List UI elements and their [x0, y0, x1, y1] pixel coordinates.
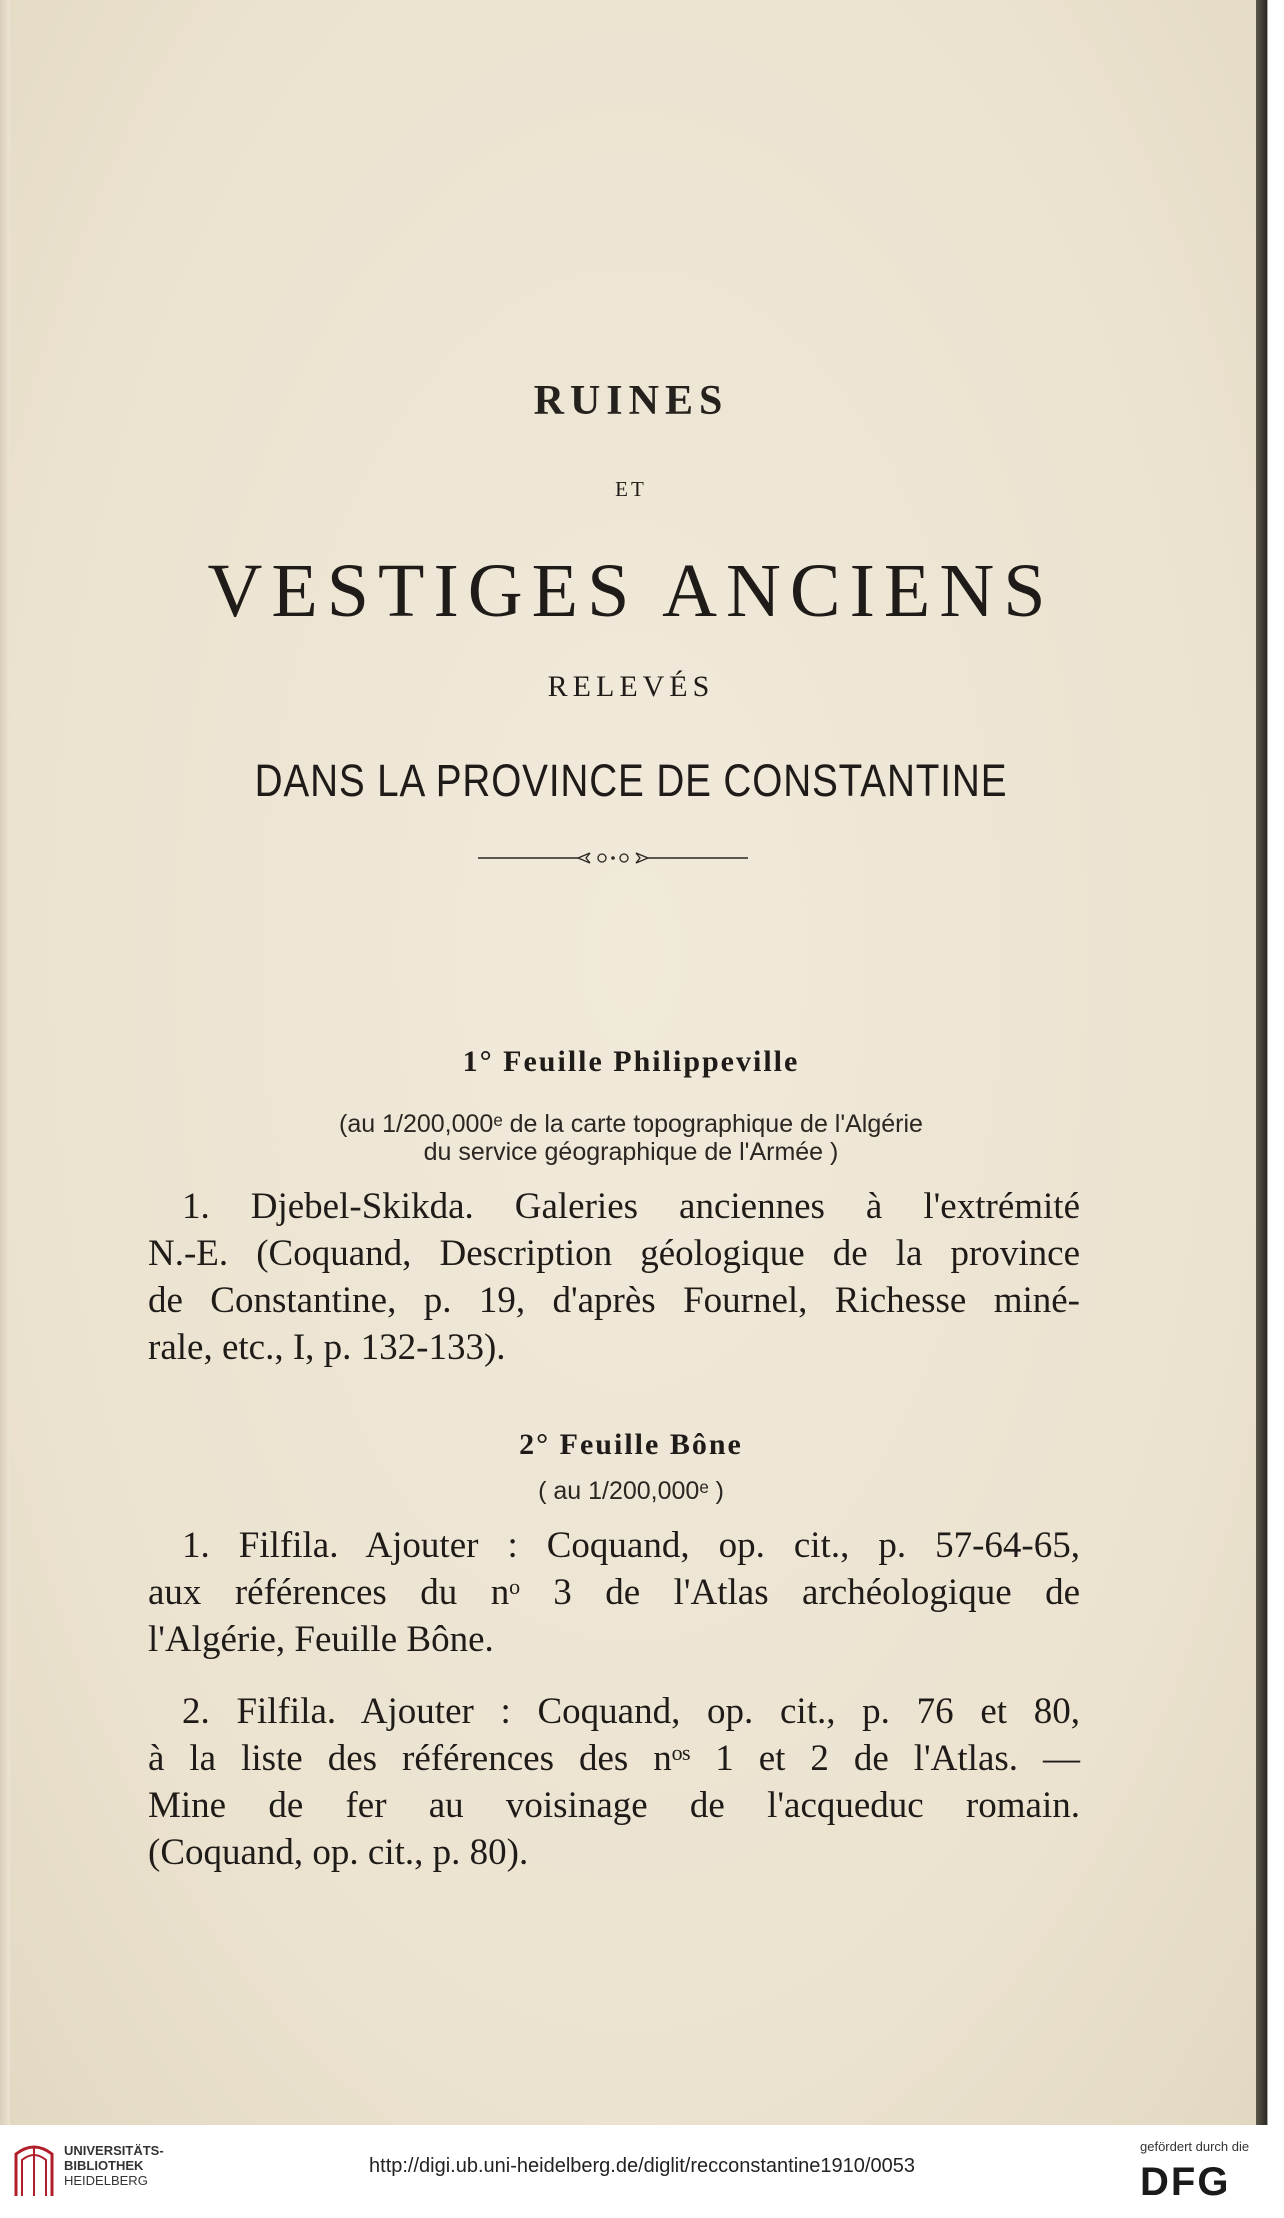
section-subtitle: du service géographique de l'Armée ) [423, 1138, 839, 1166]
text-line: de Constantine, p. 19, d'après Fournel, Richesse miné- [148, 1280, 1080, 1321]
title-et: ET [615, 477, 647, 501]
text-line: (Coquand, op. cit., p. 80). [148, 1832, 529, 1873]
section-subtitle: ( au 1/200,000ᵉ ) [538, 1477, 724, 1505]
library-name-line: HEIDELBERG [64, 2173, 148, 2188]
text-line: N.-E. (Coquand, Description géologique de la province [148, 1233, 1080, 1274]
text-line: Mine de fer au voisinage de l'acqueduc romain. [148, 1785, 1080, 1826]
ornament-divider [478, 850, 748, 866]
text-line: aux références du nᵒ 3 de l'Atlas archéologique de [148, 1572, 1080, 1613]
text-line: l'Algérie, Feuille Bône. [148, 1619, 494, 1660]
title-releves: RELEVÉS [547, 670, 715, 703]
entry-paragraph [148, 1688, 1080, 1876]
text-line: 1. Filfila. Ajouter : Coquand, op. cit., p. 57-64-65, [182, 1525, 1080, 1566]
dfg-logo: DFG [1140, 2160, 1231, 2204]
title-vestiges-anciens: VESTIGES ANCIENS [207, 549, 1055, 633]
section-heading: 1° Feuille Philippeville [462, 1045, 800, 1078]
section-subtitle: (au 1/200,000ᵉ de la carte topographique de l'Algérie [339, 1110, 923, 1138]
text-line: 1. Djebel-Skikda. Galeries anciennes à l'extrémité [182, 1186, 1080, 1227]
library-name-line: UNIVERSITÄTS- [64, 2143, 164, 2158]
section-heading: 2° Feuille Bône [519, 1428, 743, 1461]
text-line: 2. Filfila. Ajouter : Coquand, op. cit., p. 76 et 80, [182, 1691, 1080, 1732]
text-line: à la liste des références des nᵒˢ 1 et 2 de l'Atlas. — [148, 1738, 1080, 1779]
text-line: rale, etc., I, p. 132-133). [148, 1327, 506, 1368]
title-province: DANS LA PROVINCE DE CONSTANTINE [254, 755, 1008, 806]
funder-note: gefördert durch die [1140, 2139, 1250, 2154]
entry-paragraph [148, 1183, 1080, 1371]
permalink-url[interactable]: http://digi.ub.uni-heidelberg.de/diglit/recconstantine1910/0053 [369, 2155, 915, 2177]
title-ruines: RUINES [533, 378, 729, 424]
entry-paragraph [148, 1522, 1080, 1663]
library-name-line: BIBLIOTHEK [64, 2158, 144, 2173]
